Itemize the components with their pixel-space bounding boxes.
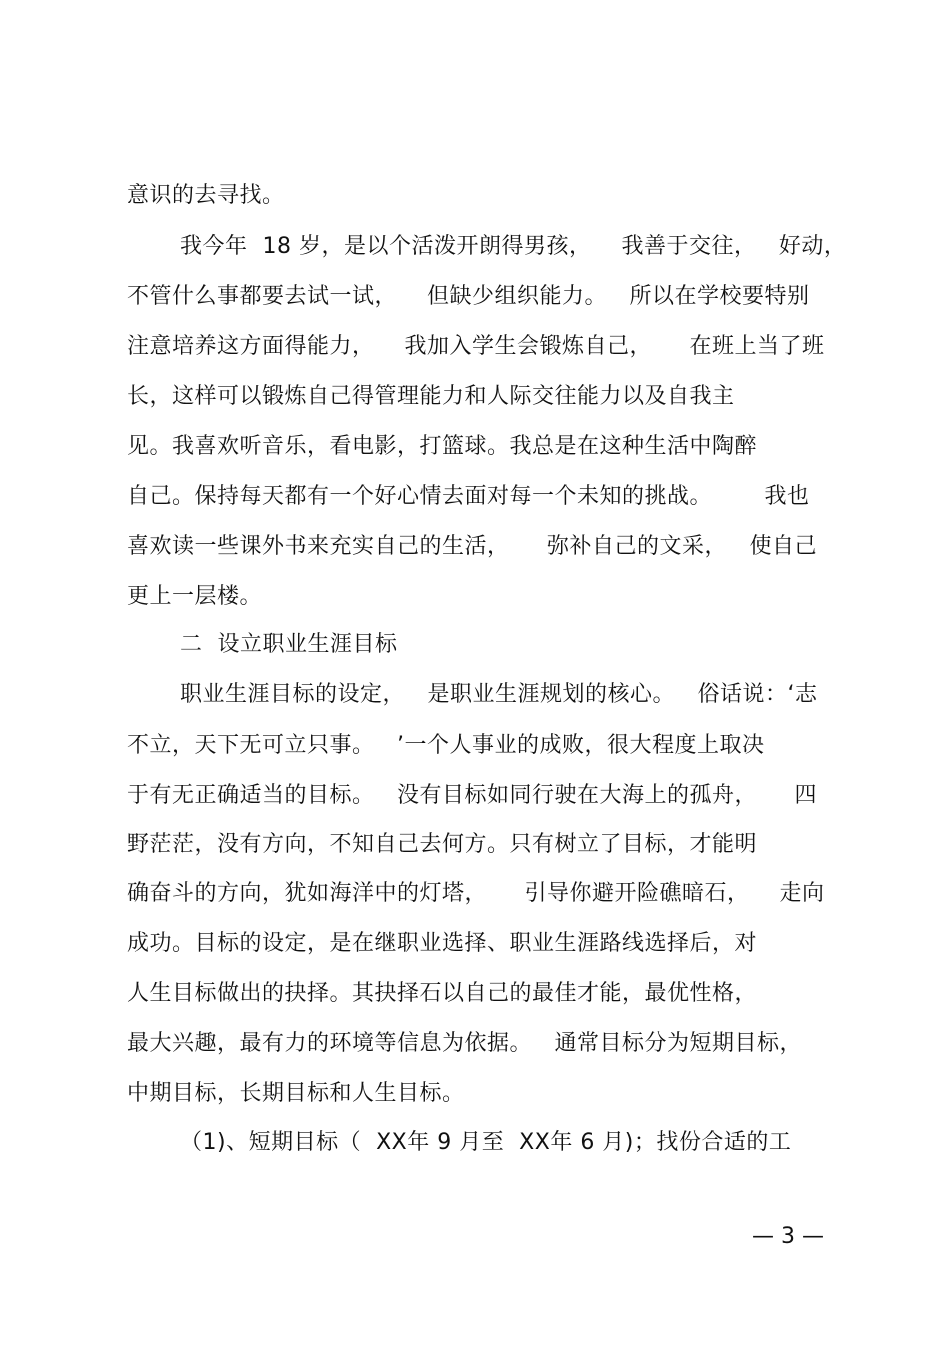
text-line-2: 我今年 18 岁，是以个活泼开朗得男孩， 我善于交往， 好动， — [180, 234, 847, 259]
text-line-15: 确奋斗的方向，犹如海洋中的灯塔， 引导你避开险礁暗石， 走向 — [127, 881, 825, 906]
text-line-19: 中期目标，长期目标和人生目标。 — [127, 1081, 465, 1106]
text-line-5: 长，这样可以锻炼自己得管理能力和人际交往能力以及自我主 — [127, 384, 735, 409]
text-line-1: 意识的去寻找。 — [127, 183, 285, 208]
text-line-4: 注意培养这方面得能力， 我加入学生会锻炼自己， 在班上当了班 — [127, 334, 825, 359]
page-number: — 3 — — [752, 1224, 824, 1249]
text-line-14: 野茫茫，没有方向，不知自己去何方。只有树立了目标，才能明 — [127, 832, 758, 857]
section-heading: 二 设立职业生涯目标 — [180, 632, 398, 657]
text-line-18: 最大兴趣，最有力的环境等信息为依据。 通常目标分为短期目标， — [127, 1031, 802, 1056]
text-line-8: 喜欢读一些课外书来充实自己的生活， 弥补自己的文采， 使自己 — [127, 534, 817, 559]
text-line-16: 成功。目标的设定，是在继职业选择、职业生涯路线选择后，对 — [127, 931, 758, 956]
text-line-7: 自己。保持每天都有一个好心情去面对每一个未知的挑战。 我也 — [127, 484, 810, 509]
text-line-13: 于有无正确适当的目标。 没有目标如同行驶在大海上的孤舟， 四 — [127, 783, 817, 808]
text-line-17: 人生目标做出的抉择。其抉择石以自己的最佳才能，最优性格， — [127, 981, 758, 1006]
text-line-12: 不立，天下无可立只事。 ’一个人事业的成败，很大程度上取决 — [127, 733, 765, 758]
text-line-11: 职业生涯目标的设定， 是职业生涯规划的核心。 俗话说：‘志 — [180, 682, 818, 707]
text-line-3: 不管什么事都要去试一试， 但缺少组织能力。 所以在学校要特别 — [127, 284, 810, 309]
text-line-20: （1)、短期目标（ XX年 9 月至 XX年 6 月)；找份合适的工 — [180, 1130, 792, 1155]
text-line-6: 见。我喜欢听音乐，看电影，打篮球。我总是在这种生活中陶醉 — [127, 434, 758, 459]
text-line-9: 更上一层楼。 — [127, 584, 263, 609]
